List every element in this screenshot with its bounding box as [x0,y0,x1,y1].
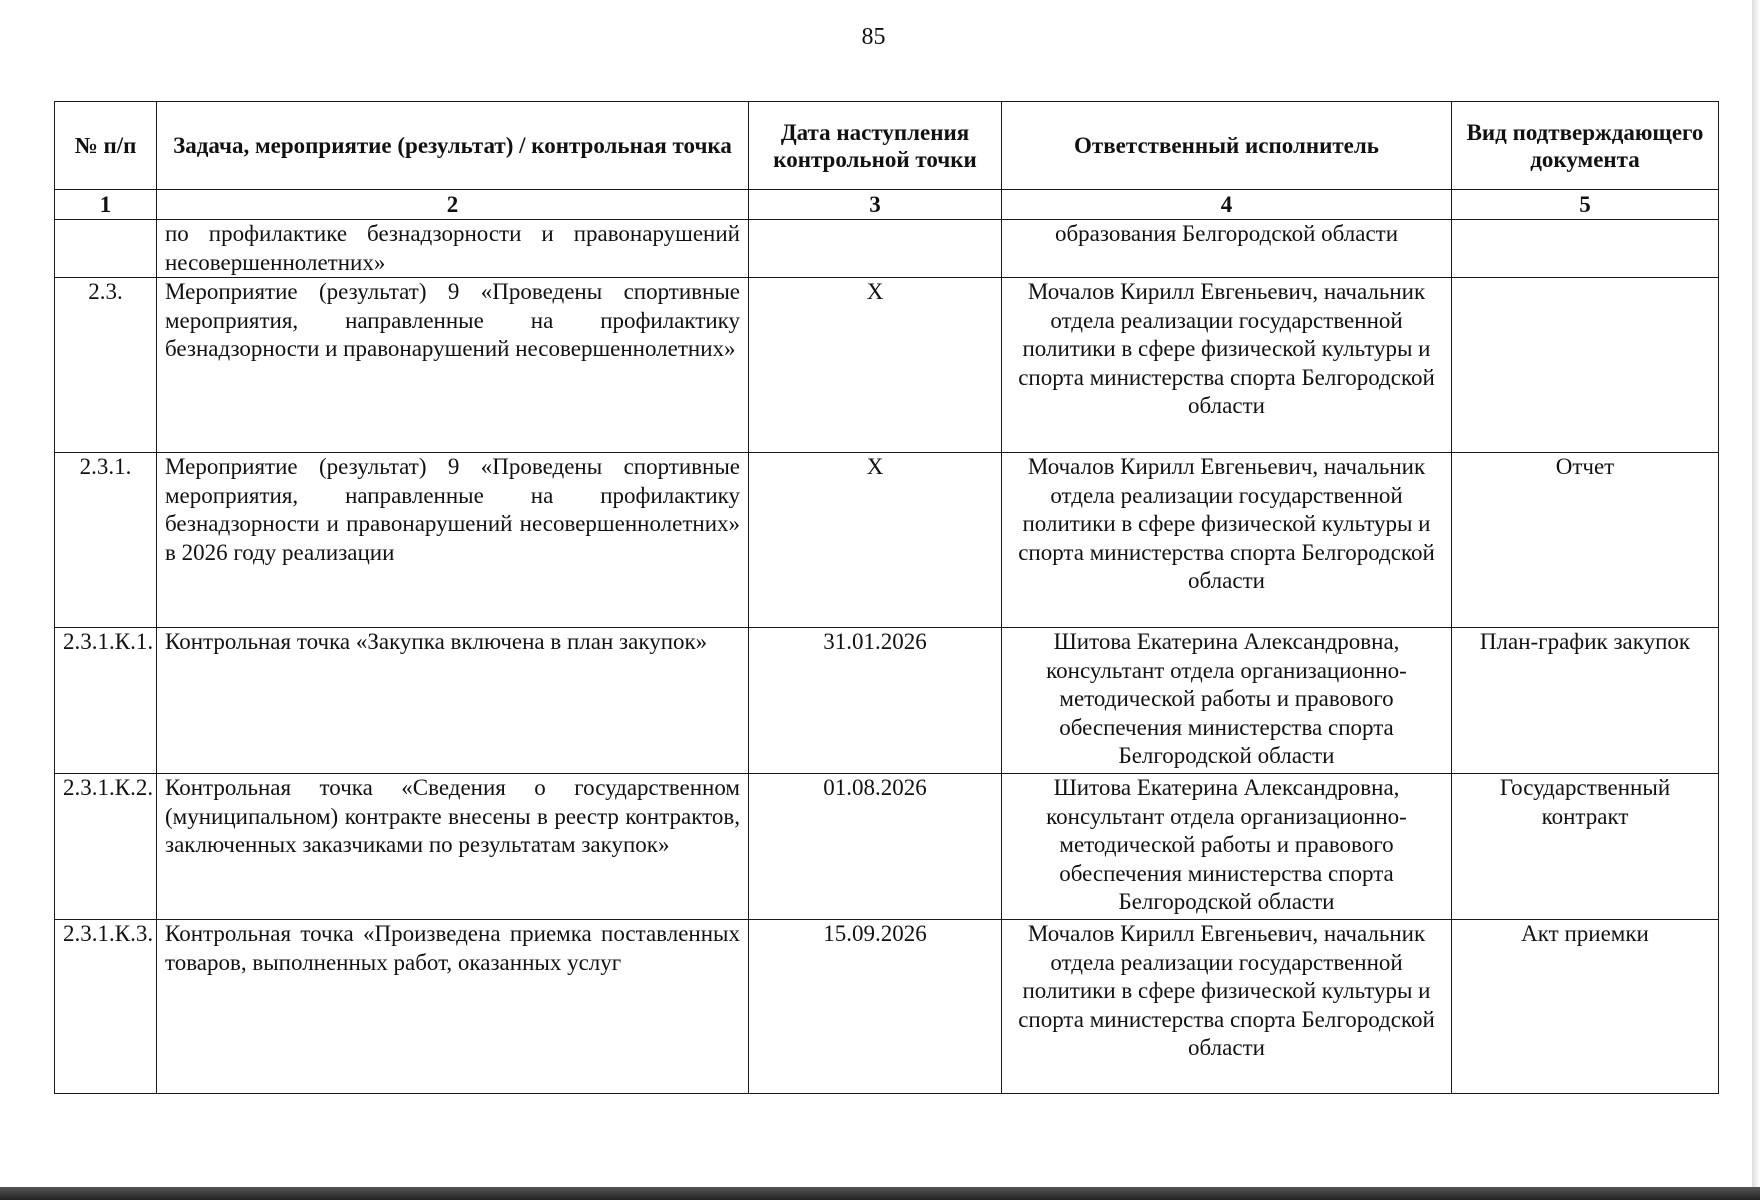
header-task: Задача, мероприятие (результат) / контрольная точка [157,102,749,190]
row-number [55,220,157,278]
row-task: Контрольная точка «Произведена приемка поставленных товаров, выполненных работ, оказанных услуг [157,920,749,1094]
row-responsible: образования Белгородской области [1002,220,1452,278]
header-responsible: Ответственный исполнитель [1002,102,1452,190]
row-document: Отчет [1452,453,1719,628]
row-document: Акт приемки [1452,920,1719,1094]
row-responsible: Мочалов Кирилл Евгеньевич, начальник отдела реализации государственной политики в сфере физической культуры и спорта министерства спорта Белгородской области [1002,278,1452,453]
table-row [55,774,1719,920]
column-number: 2 [157,190,749,220]
row-task: по профилактике безнадзорности и правонарушений несовершеннолетних» [157,220,749,278]
row-document: План-график закупок [1452,628,1719,774]
table-header [55,102,1719,220]
row-number: 2.3.1.К.1. [55,628,157,774]
row-document: Государственный контракт [1452,774,1719,920]
row-number: 2.3.1.К.3. [55,920,157,1094]
column-number-row [55,190,1719,220]
row-date [749,220,1002,278]
row-date: X [749,278,1002,453]
column-number: 5 [1452,190,1719,220]
scan-bottom-edge [0,1187,1760,1200]
row-number: 2.3. [55,278,157,453]
row-number: 2.3.1. [55,453,157,628]
row-task: Мероприятие (результат) 9 «Проведены спортивные мероприятия, направленные на профилактику безнадзорности и правонарушений несовершеннолетних» [157,278,749,453]
scan-right-edge [1752,0,1760,1200]
row-document [1452,220,1719,278]
table-row [55,220,1719,278]
column-number: 1 [55,190,157,220]
page-number: 85 [861,24,886,50]
header-document: Вид подтверждающего документа [1452,102,1719,190]
row-document [1452,278,1719,453]
row-date: 01.08.2026 [749,774,1002,920]
header-date: Дата наступления контрольной точки [749,102,1002,190]
header-number: № п/п [55,102,157,190]
table-body [55,220,1719,1094]
column-number: 4 [1002,190,1452,220]
table-row [55,920,1719,1094]
column-number: 3 [749,190,1002,220]
row-responsible: Мочалов Кирилл Евгеньевич, начальник отдела реализации государственной политики в сфере физической культуры и спорта министерства спорта Белгородской области [1002,453,1452,628]
row-number: 2.3.1.К.2. [55,774,157,920]
row-responsible: Шитова Екатерина Александровна, консультант отдела организационно-методической работы и правового обеспечения министерства спорта Белгородской области [1002,774,1452,920]
row-date: 15.09.2026 [749,920,1002,1094]
row-task: Мероприятие (результат) 9 «Проведены спортивные мероприятия, направленные на профилактику безнадзорности и правонарушений несовершеннолетних» в 2026 году реализации [157,453,749,628]
row-task: Контрольная точка «Закупка включена в план закупок» [157,628,749,774]
row-responsible: Мочалов Кирилл Евгеньевич, начальник отдела реализации государственной политики в сфере физической культуры и спорта министерства спорта Белгородской области [1002,920,1452,1094]
table-row [55,278,1719,453]
row-date: 31.01.2026 [749,628,1002,774]
table-row [55,453,1719,628]
table-row [55,628,1719,774]
row-task: Контрольная точка «Сведения о государственном (муниципальном) контракте внесены в реестр контрактов, заключенных заказчиками по результатам закупок» [157,774,749,920]
header-row [55,102,1719,190]
control-points-table [54,101,1719,1094]
row-responsible: Шитова Екатерина Александровна, консультант отдела организационно-методической работы и правового обеспечения министерства спорта Белгородской области [1002,628,1452,774]
row-date: X [749,453,1002,628]
